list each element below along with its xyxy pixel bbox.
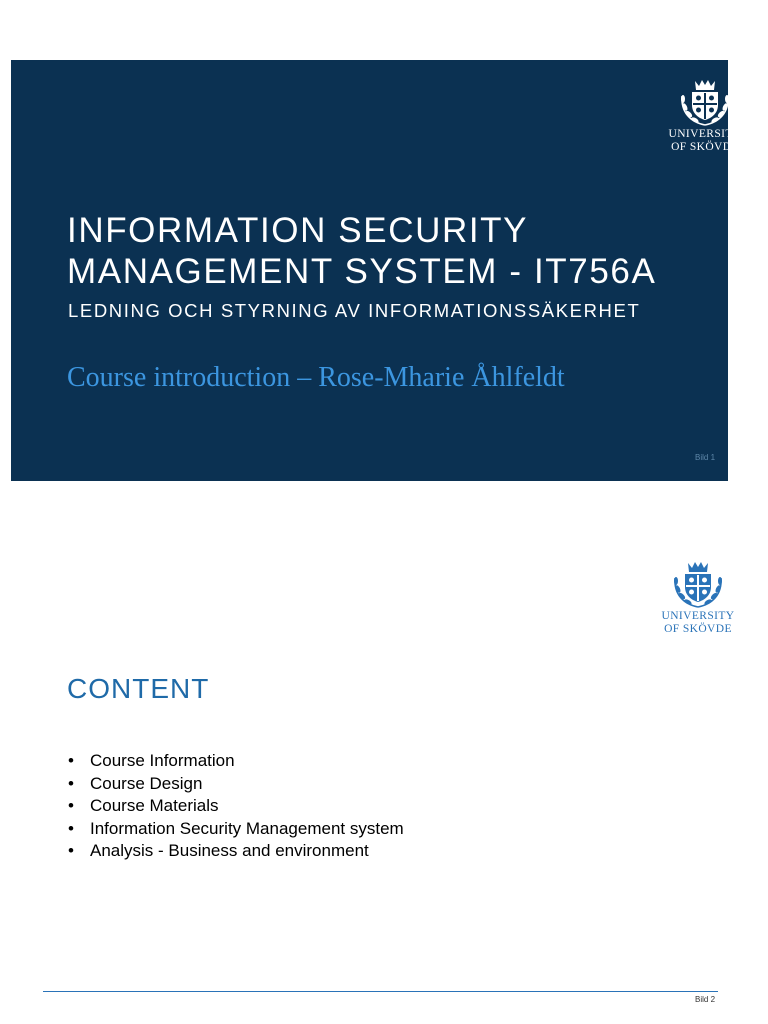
university-crest-icon: [669, 560, 727, 610]
university-name-line: OF SKÖVDE: [664, 623, 732, 635]
content-list: [68, 750, 404, 863]
list-item-text: Analysis - Business and environment: [90, 841, 369, 860]
title-slide: [11, 60, 742, 481]
university-crest-icon: [676, 78, 734, 128]
university-name: [653, 610, 743, 636]
slide-number: Bild 1: [695, 453, 716, 462]
bullet-icon: •: [68, 818, 74, 838]
bullet-icon: •: [68, 773, 74, 793]
university-name-line: OF SKÖVDE: [671, 141, 739, 153]
content-heading: CONTENT: [67, 673, 210, 704]
list-item-text: Information Security Management system: [90, 818, 404, 838]
course-title: [67, 210, 656, 292]
university-name: [660, 128, 750, 154]
course-title-line: MANAGEMENT SYSTEM - IT756A: [67, 252, 657, 291]
list-item: [68, 750, 404, 773]
presenter-line: Course introduction – Rose-Mharie Åhlfeldt: [67, 362, 565, 393]
slide-number: Bild 2: [695, 995, 716, 1004]
university-logo: [653, 560, 743, 636]
university-name-line: UNIVERSITY: [661, 610, 735, 622]
university-logo: [660, 78, 750, 154]
university-name-line: UNIVERSITY: [668, 128, 742, 140]
bullet-icon: •: [68, 751, 74, 770]
list-item-text: Course Design: [90, 773, 203, 793]
list-item: [68, 795, 404, 818]
course-title-line: INFORMATION SECURITY: [67, 211, 529, 250]
list-item: [68, 818, 404, 841]
list-item: [68, 840, 404, 863]
footer-divider: [43, 991, 718, 992]
list-item: [68, 773, 404, 796]
course-subtitle: LEDNING OCH STYRNING AV INFORMATIONSSÄKERHET: [68, 300, 641, 321]
list-item-text: Course Information: [90, 751, 235, 770]
bullet-icon: •: [68, 841, 74, 860]
list-item-text: Course Materials: [90, 796, 219, 815]
bullet-icon: •: [68, 796, 74, 815]
